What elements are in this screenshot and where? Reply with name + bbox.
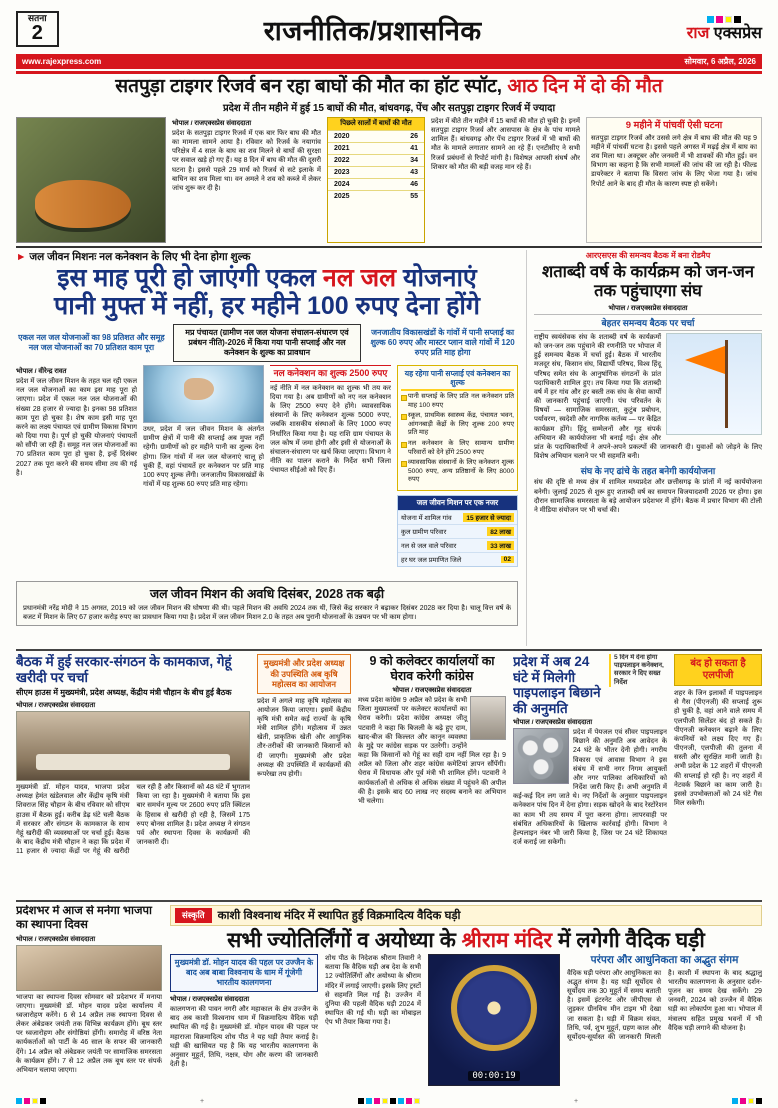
- table-row: 2021 41: [328, 142, 424, 154]
- fee-item: व्यावसायिक संस्थानों के लिए कनेक्शन शुल्क 5000 रुपए, अन्य प्रतिष्ठानों के लिए 8000 रुपए: [401, 459, 514, 485]
- bjp-headline: प्रदेशभर में आज से मनेगा भाजपा का स्थापना दिवस: [16, 905, 152, 931]
- brand-name: राज एक्सप्रेस: [686, 24, 762, 42]
- page-number-box: [16, 11, 59, 47]
- section-title: राजनीतिक/प्रशासनिक: [263, 15, 482, 46]
- rss-substory-body: संघ की दृष्टि से मध्य क्षेत्र में शामिल मध्यप्रदेश और छत्तीसगढ़ के प्रांतों में नई कार्ययोजना बनेगी। जुलाई 2025 से शुरू हुए शताब्दी वर्ष का समापन विजयादशमी 2026 पर होगा। इस दौरान सामाजिक समरसता के बड़े आयोजन प्रदेशभर में होंगे। बैठक में प्रचार विभाग की टोली ने मीडिया संयोजन पर भी चर्चा की।: [534, 479, 762, 514]
- cmyk-marks-right: [732, 1098, 762, 1104]
- cmyk-marks-center: [358, 1098, 420, 1104]
- website-link[interactable]: www.rajexpress.com: [22, 57, 102, 66]
- jjm-blurb-right: जनजातीय विकासखंडों के गांवों में पानी सप्लाई का शुल्क 60 रुपए और मास्टर प्लान वाले गांवों में 120 रुपए प्रति माह होगा: [370, 328, 515, 357]
- fee-item: स्कूल, प्राथमिक स्वास्थ्य केंद्र, पंचायत भवन, आंगनबाड़ी केंद्रों के लिए शुल्क 200 रुपए प्रति माह: [401, 412, 514, 438]
- masthead: [16, 6, 762, 52]
- meeting-quote-column: [257, 654, 351, 897]
- jjm-center-box: मप्र पंचायत (ग्रामीण नल जल योजना संचालन-संधारण एवं प्रबंधन नीति)-2026 में किया गया पानी सप्लाई और नल कनेक्शन के शुल्क का प्रावधान: [173, 324, 361, 362]
- story-bjp-foundation-day: [16, 905, 162, 1092]
- bjp-photo: [16, 945, 162, 991]
- pipeline-note: 5 दिन में देना होगा पाइपलाइन कनेक्शन, सरकार ने दिए सख्त निर्देश: [609, 654, 667, 687]
- print-registration-marks: [16, 1096, 762, 1106]
- page-number: 2: [31, 22, 43, 45]
- table-row: 2020 26: [328, 130, 424, 142]
- band-jal-jeevan: [16, 246, 762, 646]
- connection-fee-body: नई नीति में नल कनेक्शन का शुल्क भी तय कर दिया गया है। अब ग्रामीणों को नए नल कनेक्शन के लिए 2500 रुपए देने होंगे। व्यावसायिक संस्थानों के लिए कनेक्शन शुल्क 5000 रुपए, जबकि शासकीय संस्थाओं के लिए 1000 रुपए निर्धारित किया गया है। यह राशि ग्राम पंचायत के जल कोष में जमा होगी और इसी से योजनाओं के संचालन-संधारण पर खर्च किया जाएगा। विभाग ने नीति का पालन कराने के निर्देश सभी जिला पंचायत सीईओ को दिए हैं।: [270, 384, 391, 475]
- table-row: 2024 46: [328, 178, 424, 190]
- jjm-body-col1: प्रदेश में जल जीवन मिशन के तहत चल रही एकल नल जल योजनाओं का काम इस माह पूरा हो जाएगा। प्रदेश में एकल नल जल योजनाओं की संख्या 28 हजार से ज्यादा है। इनका 98 प्रतिशत काम पूरा हो चुका है। शेष काम इसी माह पूरा करने का लक्ष्य पंचायत एवं ग्रामीण विकास विभाग को दिया गया है। पूर्ण हो चुकी योजनाएं पंचायतों को सौंपी जा रही हैं। समूह नल जल योजनाओं का 70 प्रतिशत काम पूरा हो चुका है, इन्हें दिसंबर 2027 तक पूरा करने की समय सीमा तय की गई है।: [16, 378, 137, 477]
- extension-headline: जल जीवन मिशन की अवधि दिसंबर, 2028 तक बढ़ी: [149, 587, 385, 601]
- fee-item: पानी सप्लाई के लिए प्रति नल कनेक्शन प्रति माह 100 रुपए: [401, 393, 514, 410]
- fold-mark: +: [199, 1097, 205, 1105]
- rss-substory-title: संघ के नए ढांचे के तहत बनेगी कार्ययोजना: [580, 466, 716, 477]
- mission-stats-box: [397, 495, 518, 567]
- cmyk-marks-left: [16, 1098, 46, 1104]
- dateline-bar: [16, 54, 762, 69]
- tiger-subhead: प्रदेश में तीन महीने में हुई 15 बाघों की मौत, बांधवगढ़, पेंच और सतपुड़ा टाइगर रिजर्व में ज्यादा: [222, 102, 556, 114]
- lpg-body: शहर के जिन इलाकों में पाइपलाइन से गैस (पीएनजी) की सप्लाई शुरू हो चुकी है, वहां आने वाले समय में एलपीजी सिलेंडर बंद हो सकते हैं। पीएनजी कनेक्शन बढ़ाने के लिए कंपनियों को लक्ष्य दिए गए हैं। पीएनजी, एलपीजी की तुलना में सस्ती और सुरक्षित मानी जाती है। अभी प्रदेश के 12 शहरों में पीएनजी की सप्लाई हो रही है। नए शहरों में नेटवर्क बिछाने का काम जारी है। इससे उपभोक्ताओं को 24 घंटे गैस मिल सकेगी।: [674, 690, 762, 808]
- brand-cmyk-icon: [687, 16, 762, 23]
- story-vedic-clock: [170, 905, 762, 1092]
- stats-row: योजना में शामिल गांव 15 हजार से ज्यादा: [398, 510, 517, 524]
- pipeline-headline: प्रदेश में अब 24 घंटे में मिलेगी पाइपलाइन बिछाने की अनुमति: [513, 654, 601, 716]
- fee-item: नल कनेक्शन के लिए सामान्य ग्रामीण परिवारों को देने होंगे 2500 रुपए: [401, 440, 514, 457]
- story-tiger-deaths: [16, 71, 762, 243]
- meeting-photo: [16, 711, 250, 781]
- jjm-headline-1: इस माह पूरी हो जाएंगी एकल नल जल योजनाएं: [57, 264, 477, 292]
- byline: भोपाल / राजएक्सप्रेस संवाददाता: [392, 687, 472, 694]
- clock-time: 00:00:19: [468, 1071, 519, 1081]
- vedic-clock-photo: [428, 954, 560, 1086]
- vedic-highlight-box: मुख्यमंत्री डॉ. मोहन यादव की पहल पर उज्जैन के बाद अब बाबा विश्वनाथ के धाम में गूंजेगी भारतीय कालगणना: [170, 954, 318, 992]
- story-jal-jeevan: [16, 250, 518, 646]
- tiger-deaths-table: [327, 117, 425, 243]
- tiger-body-col2: प्रदेश में बीते तीन महीने में 15 बाघों की मौत हो चुकी है। इनमें सतपुड़ा टाइगर रिजर्व और आसपास के क्षेत्र के पांच मामले शामिल हैं। बांधवगढ़ और पेंच टाइगर रिजर्व में भी बाघों की मौत के मामले लगातार सामने आ रहे हैं। एनटीसीए ने सभी रिजर्व प्रबंधनों से रिपोर्ट मांगी है। विशेषज्ञ आपसी संघर्ष और शिकार को मौत की बड़ी वजह मान रहे हैं।: [431, 117, 580, 171]
- tiger-headline: सतपुड़ा टाइगर रिजर्व बन रहा बाघों की मौत का हॉट स्पॉट, आठ दिन में दो की मौत: [115, 76, 663, 97]
- stats-row: कुल ग्रामीण परिवार 82 लाख: [398, 524, 517, 538]
- vedic-body-colB: शोध पीठ के निदेशक श्रीराम तिवारी ने बताया कि वैदिक घड़ी अब देश के सभी 12 ज्योतिर्लिंगों और अयोध्या के श्रीराम मंदिर में लगाई जाएगी। इसके लिए ट्रस्टों से सहमति मिल गई है। उज्जैन में दुनिया की पहली वैदिक घड़ी 2024 में स्थापित की गई थी। घड़ी का मोबाइल ऐप भी तैयार किया गया है।: [325, 955, 421, 1027]
- rss-body: राष्ट्रीय स्वयंसेवक संघ के शताब्दी वर्ष के कार्यक्रमों को जन-जन तक पहुंचाने की रणनीति पर भोपाल में हुई समन्वय बैठक में चर्चा हुई। बैठक में भारतीय मजदूर संघ, किसान संघ, विद्यार्थी परिषद, विश्व हिंदू परिषद समेत संघ के आनुषांगिक संगठनों के प्रांत पदाधिकारी शामिल हुए। तय किया गया कि शताब्दी वर्ष में हर गांव और हर बस्ती तक संघ के सेवा कार्यों की जानकारी पहुंचाई जाएगी। पंच परिवर्तन के विषयों — सामाजिक समरसता, कुटुंब प्रबोधन, पर्यावरण, स्वदेशी और नागरिक कर्तव्य — पर केंद्रित कार्यक्रम होंगे। हिंदू सम्मेलनों और गृह संपर्क अभियान की कार्ययोजना भी बनाई गई। क्षेत्र और प्रांत के पदाधिकारियों ने अपने-अपने प्रकल्पों की जानकारी दी। युवाओं को जोड़ने के लिए विशेष अभियान चलाने पर भी सहमति बनी।: [534, 333, 762, 461]
- table-row: 2022 34: [328, 154, 424, 166]
- table-title: पिछले सालों में बाघों की मौत: [328, 118, 424, 130]
- jjm-blurb-left: एकल नल जल योजनाओं का 98 प्रतिशत और समूह नल जल योजनाओं का 70 प्रतिशत काम पूरा: [18, 333, 165, 352]
- congress-body: मध्य प्रदेश कांग्रेस 9 अप्रैल को प्रदेश के सभी जिला मुख्यालयों पर कलेक्टर कार्यालयों का घेराव करेगी। प्रदेश कांग्रेस अध्यक्ष जीतू पटवारी ने कहा कि बिजली के बढ़े हुए दाम, खाद-बीज की किल्लत और कानून व्यवस्था के मुद्दे पर कांग्रेस सड़क पर उतरेगी। उन्होंने कहा कि किसानों को गेहूं का सही दाम नहीं मिल रहा है। 9 अप्रैल को जिला और शहर कांग्रेस कमेटियां ज्ञापन सौंपेंगी। घेराव में विधायक और पूर्व मंत्री भी शामिल होंगे। पटवारी ने कार्यकर्ताओं से अधिक से अधिक संख्या में पहुंचने की अपील की है। इसके बाद 60 लाख नए सदस्य बनाने का अभियान भी चलेगा।: [358, 697, 506, 805]
- fee-box-title: यह रहेगा पानी सप्लाई एवं कनेक्शन का शुल्क: [401, 369, 514, 391]
- vedic-strip-headline: काशी विश्वनाथ मंदिर में स्थापित हुई विक्रमादित्य वैदिक घड़ी: [217, 910, 461, 922]
- sidebar-body: सतपुड़ा टाइगर रिजर्व और उससे लगे क्षेत्र में बाघ की मौत की यह 9 महीने में पांचवीं घटना है। इससे पहले अगस्त में मढ़ई क्षेत्र में बाघ का शव मिला था। अक्टूबर और जनवरी में भी शावकों की मौत हुई। वन विभाग का कहना है कि सभी मामलों की जांच की जा रही है। फील्ड डायरेक्टर ने बताया कि विसरा जांच के लिए भेजा गया है। जांच रिपोर्ट आने के बाद ही मौत के कारण स्पष्ट हो सकेंगे।: [591, 134, 757, 188]
- vedic-right-title: परंपरा और आधुनिकता का अद्भुत संगम: [590, 954, 739, 967]
- pipes-photo: [513, 728, 569, 784]
- pipeline-body: प्रदेश में पेयजल एवं सीवर पाइपलाइन बिछाने की अनुमति अब आवेदन के 24 घंटे के भीतर देनी होगी। नगरीय विकास एवं आवास विभाग ने इस संबंध में सभी नगर निगम आयुक्तों और नगर पालिका अधिकारियों को निर्देश जारी किए हैं। अभी अनुमति में कई-कई दिन लग जाते थे। नए निर्देशों के अनुसार पाइपलाइन कनेक्शन पांच दिन में देना होगा। सड़क खोदने के बाद रेस्टोरेशन का काम भी तय समय में पूरा करना होगा। लापरवाही पर संबंधित अधिकारियों के खिलाफ कार्रवाई होगी। विभाग ने हेल्पलाइन नंबर भी जारी किया है, जिस पर 24 घंटे शिकायत दर्ज कराई जा सकेगी।: [513, 729, 667, 847]
- stats-row: हर घर जल प्रमाणित जिले 02: [398, 552, 517, 566]
- story-rss: [526, 250, 762, 646]
- leader-portrait-photo: [470, 696, 506, 740]
- jjm-kicker: ► जल जीवन मिशनः नल कनेक्शन के लिए भी देना होगा शुल्क: [16, 251, 251, 263]
- vedic-kicker-strip: [170, 905, 762, 926]
- byline: भोपाल / राजएक्सप्रेस संवाददाता: [170, 996, 250, 1004]
- byline: भोपाल / राजएक्सप्रेस संवाददाता: [513, 719, 593, 727]
- tiger-sidebar: [586, 117, 762, 243]
- quote-box: मुख्यमंत्री और प्रदेश अध्यक्ष की उपस्थिति अब कृषि महोत्सव का आयोजन: [257, 654, 351, 694]
- stats-title: जल जीवन मिशन पर एक नजर: [398, 496, 517, 510]
- kicker-arrow-icon: ►: [16, 251, 27, 263]
- vedic-right-body: वैदिक घड़ी परंपरा और आधुनिकता का अद्भुत संगम है। यह घड़ी सूर्योदय से सूर्योदय तक 30 मुहूर्त में समय बताती है। इसमें इंटरनेट और जीपीएस से जुड़कर ग्रीनविच मीन टाइम भी देखा जा सकता है। घड़ी में विक्रम संवत, तिथि, पर्व, शुभ मुहूर्त, ग्रहण काल और सूर्योदय-सूर्यास्त की जानकारी मिलती है। काशी में स्थापना के बाद श्रद्धालु भारतीय कालगणना के अनुसार दर्शन-पूजन का समय देख सकेंगे। 29 जनवरी, 2024 को उज्जैन में वैदिक घड़ी का लोकार्पण हुआ था। भोपाल में मंत्रालय सहित प्रमुख भवनों में भी वैदिक घड़ी लगाने की योजना है।: [567, 969, 762, 1041]
- lpg-title: बंद हो सकता है एलपीजी: [674, 654, 762, 686]
- byline: भोपाल / वीरेन्द्र रावत: [16, 368, 67, 375]
- fold-mark: +: [573, 1097, 579, 1105]
- meeting-headline: बैठक में हुई सरकार-संगठन के कामकाज, गेहूं खरीदी पर चर्चा: [16, 654, 232, 685]
- table-row: 2023 43: [328, 166, 424, 178]
- byline: भोपाल / राजएक्सप्रेस संवाददाता: [16, 702, 96, 710]
- story-congress: [358, 654, 506, 897]
- rss-crosshead: बेहतर समन्वय बैठक पर चर्चा: [534, 314, 762, 331]
- tiger-photo: [16, 117, 166, 243]
- stats-row: नल से जल वाले परिवार 33 लाख: [398, 538, 517, 552]
- fee-list-box: [397, 365, 518, 491]
- quote-body: प्रदेश में अगले माह कृषि महोत्सव का आयोजन किया जाएगा। इसमें केंद्रीय कृषि मंत्री समेत कई राज्यों के कृषि मंत्री शामिल होंगे। महोत्सव में उन्नत खेती, प्राकृतिक खेती और आधुनिक तौर-तरीकों की जानकारी किसानों को दी जाएगी। मुख्यमंत्री और प्रदेश अध्यक्ष की उपस्थिति में कार्यक्रमों की रूपरेखा तय होगी।: [257, 697, 351, 778]
- jjm-body-col2: उधर, प्रदेश में जल जीवन मिशन के अंतर्गत ग्रामीण क्षेत्रों में पानी की सप्लाई अब मुफ्त नहीं रहेगी। ग्रामीणों को हर महीने पानी का शुल्क देना होगा। जिन गांवों में नल जल योजनाएं चालू हो चुकी हैं, वहां पंचायतें हर कनेक्शन पर प्रति माह 100 रुपए शुल्क लेंगी। जनजातीय विकासखंडों के गांवों में यह शुल्क 60 रुपए प्रति माह रहेगा।: [143, 426, 264, 489]
- brand-logo: [687, 16, 762, 43]
- byline: भोपाल / राजएक्सप्रेस संवाददाता: [16, 935, 96, 943]
- edition-date: सोमवार, 6 अप्रैल, 2026: [684, 57, 756, 66]
- connection-fee-subhead: नल कनेक्शन का शुल्क 2500 रुपए: [270, 365, 391, 382]
- vedic-body-colA: कालगणना की पावन नगरी और महाकाल के क्षेत्र उज्जैन के बाद अब काशी विश्वनाथ धाम में विक्रमादित्य वैदिक घड़ी स्थापित की गई है। मुख्यमंत्री डॉ. मोहन यादव की पहल पर महाराजा विक्रमादित्य शोध पीठ ने यह घड़ी तैयार कराई है। घड़ी की खासियत यह है कि यह भारतीय कालगणना के अनुसार मुहूर्त, तिथि, नक्षत्र, योग और करण की जानकारी देती है।: [170, 1006, 318, 1069]
- water-hands-photo: [143, 365, 264, 423]
- rss-headline: शताब्दी वर्ष के कार्यक्रम को जन-जन तक पहुंचाएगा संघ: [541, 263, 755, 300]
- story-pipeline: [513, 654, 667, 897]
- band-middle: [16, 649, 762, 897]
- sidebar-title: 9 महीने में पांचवीं ऐसी घटना: [625, 119, 723, 131]
- jjm-headline-2: पानी मुफ्त में नहीं, हर महीने 100 रुपए देना होंगे: [54, 292, 480, 320]
- clock-dial-icon: [451, 965, 537, 1051]
- meeting-subhead: सीएम हाउस में मुख्यमंत्री, प्रदेश अध्यक्ष, केंद्रीय मंत्री चौहान के बीच हुई बैठक: [16, 688, 232, 698]
- meeting-body: मुख्यमंत्री डॉ. मोहन यादव, भाजपा प्रदेश अध्यक्ष हेमंत खंडेलवाल और केंद्रीय कृषि मंत्री शिवराज सिंह चौहान के बीच रविवार को सीएम हाउस में बैठक हुई। करीब डेढ़ घंटे चली बैठक में सरकार और संगठन के कामकाज के साथ गेहूं खरीदी की व्यवस्थाओं पर चर्चा हुई। बैठक के बाद केंद्रीय मंत्री चौहान ने कहा कि प्रदेश में 11 हजार से ज्यादा केंद्रों पर गेहूं की खरीदी चल रही है और किसानों को 48 घंटे में भुगतान किया जा रहा है। मुख्यमंत्री ने बताया कि इस बार समर्थन मूल्य पर 2600 रुपए प्रति क्विंटल के हिसाब से खरीदी हो रही है, जिसमें 175 रुपए बोनस शामिल है। प्रदेश अध्यक्ष ने संगठन पर्व और स्थापना दिवस के कार्यक्रमों की जानकारी दी।: [16, 784, 250, 856]
- extension-body: प्रधानमंत्री नरेंद्र मोदी ने 15 अगस्त, 2019 को जल जीवन मिशन की घोषणा की थी। पहले मिशन की अवधि 2024 तक थी, जिसे केंद्र सरकार ने बढ़ाकर दिसंबर 2028 कर दिया है। चालू वित्त वर्ष के बजट में मिशन के लिए 67 हजार करोड़ रुपए का प्रावधान किया गया है। प्रदेश में जल जीवन मिशन 2.0 के तहत अब पुरानी योजनाओं के उन्नयन पर भी काम होगा।: [23, 605, 511, 622]
- table-row: 2025 55: [328, 190, 424, 202]
- congress-headline: 9 को कलेक्टर कार्यालयों का घेराव करेगी कांग्रेस: [369, 654, 495, 683]
- byline: भोपाल / राजएक्सप्रेस संवाददाता: [608, 304, 688, 312]
- band-bottom: [16, 900, 762, 1092]
- byline: भोपाल / राजएक्सप्रेस संवाददाता: [172, 119, 252, 127]
- edition-city: सतना: [28, 12, 47, 23]
- bjp-body: भाजपा का स्थापना दिवस सोमवार को प्रदेशभर में मनाया जाएगा। मुख्यमंत्री डॉ. मोहन यादव प्रदेश कार्यालय में ध्वजारोहण करेंगे। 6 से 14 अप्रैल तक स्थापना दिवस से लेकर अंबेडकर जयंती तक विभिन्न कार्यक्रम होंगे। बूथ स्तर पर ध्वजारोहण और संगोष्ठियां होंगी। समारोह में वरिष्ठ नेता कार्यकर्ताओं को पार्टी के 46 साल के सफर की जानकारी देंगे। 14 अप्रैल को अंबेडकर जयंती पर सामाजिक समरसता के कार्यक्रम होंगे। 7 से 12 अप्रैल तक बूथ स्तर पर संपर्क अभियान चलाया जाएगा।: [16, 993, 162, 1074]
- vedic-headline: सभी ज्योतिर्लिंगों व अयोध्या के श्रीराम मंदिर में लगेगी वैदिक घड़ी: [227, 929, 705, 952]
- tiger-body-col1: प्रदेश के सतपुड़ा टाइगर रिजर्व में एक बार फिर बाघ की मौत का मामला सामने आया है। रविवार को रिजर्व के नयागांव परिक्षेत्र में 4 साल के बाघ का शव मिलने से बाघों की सुरक्षा पर सवाल खड़े हो गए हैं। यह 8 दिन में बाघ की मौत की दूसरी घटना है। इससे पहले 29 मार्च को रिजर्व से सटे इलाके में बाघिन का शव मिला था। वन अमले ने शव को कब्जे में लेकर जांच शुरू कर दी है।: [172, 129, 321, 192]
- culture-tag: संस्कृति: [175, 908, 212, 923]
- story-mission-extension: [16, 581, 518, 626]
- story-lpg: [674, 654, 762, 897]
- rss-kicker: आरएसएस की समन्वय बैठक में बना रोडमैप: [585, 251, 711, 260]
- story-cm-meeting: [16, 654, 250, 897]
- saffron-flag-photo: [666, 333, 762, 435]
